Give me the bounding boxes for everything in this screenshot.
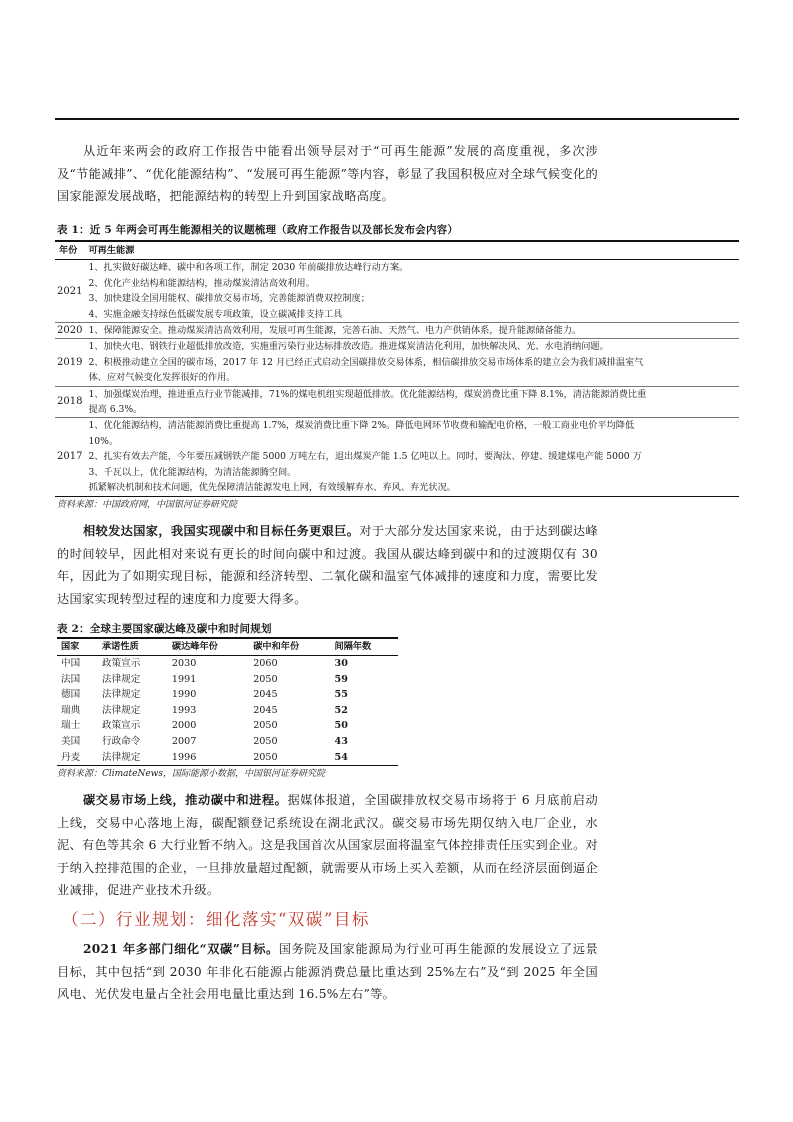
table2-header: 间隔年数 [331,638,398,656]
row-items [84,418,739,496]
table1-header-topic: 可再生能源 [84,241,739,260]
row-year: 2019 [55,339,84,386]
table2-cell: 瑞士 [61,720,81,732]
table2-cell: 2050 [253,673,278,685]
table2-cell: 43 [334,735,348,747]
table2-cell: 行政命令 [101,735,141,747]
row-items [84,386,739,418]
table2-cell: 1990 [171,689,197,701]
table2-cell: 52 [334,704,348,716]
row-line: 1、加强煤炭治理，推进重点行业节能减排，71%的煤电机组实现超低排放。优化能源结构，煤炭消费比重下降 8.1%，清洁能源消费比重 [88,388,647,400]
table2-cell: 50 [334,720,348,732]
table-row [57,656,398,672]
row-items [84,323,739,339]
row-line: 10%。 [88,435,119,447]
table2-cell: 丹麦 [57,750,98,766]
table2-cell: 法律规定 [98,750,168,766]
table1 [55,240,739,497]
table-row [55,339,739,386]
table2-cell: 法律规定 [101,689,141,701]
table2-header: 碳达峰年份 [168,638,249,656]
row-line: 3、千瓦以上，优化能源结构，为清洁能源腾空间。 [88,466,297,478]
table2-cell: 1993 [171,704,197,716]
table2-cell: 2007 [171,735,197,747]
table2-cell: 2000 [171,720,197,732]
table1-caption: 表 1：近 5 年两会可再生能源相关的议题梳理（政府工作报告以及部长发布会内容） [57,224,459,236]
table2-cell: 2030 [171,658,197,669]
table2-cell: 政策宣示 [101,720,141,732]
table2-cell: 法国 [61,673,81,685]
table2-header: 碳中和年份 [249,638,330,656]
table2-cell: 2050 [253,735,278,747]
table2-cell: 2060 [253,658,278,669]
table2-cell: 美国 [61,735,81,747]
table1-header-year: 年份 [55,241,84,260]
table1-source: 资料来源：中国政府网，中国银河证券研究院 [57,500,238,510]
row-line: 4、实施金融支持绿色低碳发展专项政策，设立碳减排支持工具 [88,308,343,320]
table-row [57,734,398,750]
table2-cell: 政策宣示 [101,658,141,669]
section-heading: （二）行业规划：细化落实“双碳”目标 [62,910,370,929]
table2-source: 资料来源：ClimateNews，国际能源小数据，中国银河证券研究院 [57,769,326,779]
table2-caption: 表 2：全球主要国家碳达峰及碳中和时间规划 [57,623,272,635]
table-row [57,672,398,688]
table2-cell: 瑞典 [61,704,81,716]
row-line: 2、积极推动建立全国的碳市场，2017 年 12 月已经正式启动全国碳排放交易体系，相信碳排放交易市场体系的建立会为我们减排温室气 [88,356,644,368]
table2-cell: 法律规定 [101,704,141,716]
paragraph-developed-countries [57,520,598,610]
row-line: 1、优化能源结构，清洁能源消费比重提高 1.7%，煤炭消费比重下降 2%。降低电网环节收费和输配电价格，一般工商业电价平均降低 [88,420,635,432]
table-row [55,260,739,323]
paragraph-body: 对于大部分发达国家来说，由于达到碳达峰的时间较早，因此相对来说有更长的时间向碳中和过渡。我国从碳达峰到碳中和的过渡期仅有 30 年，因此为了如期实现目标，能源和经济转型、二氧化碳和温室气体减排的速度和力度，需要比发达国家实现转型过程的速度和力度要大得多。 [57,524,598,606]
row-line: 体、应对气候变化发挥很好的作用。 [88,372,236,384]
table2-cell: 2050 [253,720,278,732]
table2-header: 承诺性质 [98,638,168,656]
table-row [57,718,398,734]
table2-cell: 59 [334,673,348,685]
table-row [57,687,398,703]
paragraph-body: 国务院及国家能源局为行业可再生能源的发展设立了远景目标，其中包括“到 2030 年非化石能源占能源消费总量比重达到 25%左右”及“到 2025 年全国风电、光伏发电量占全社会用电量比重达到 16.5%左右”等。 [57,942,598,1002]
table2-cell: 30 [334,658,348,669]
header-rule [55,118,739,120]
table2-header: 国家 [57,638,98,656]
row-line: 1、加快火电、钢铁行业超低排放改造，实施重污染行业达标排放改造。推进煤炭清洁化利用，加快解决风、光、水电消纳问题。 [88,341,609,353]
row-line: 1、保障能源安全。推动煤炭清洁高效利用，发展可再生能源，完善石油、天然气、电力产供销体系，提升能源储备能力。 [88,325,582,337]
table-row [57,750,398,766]
intro-paragraph: 从近年来两会的政府工作报告中能看出领导层对于“可再生能源”发展的高度重视，多次涉及“节能减排”、“优化能源结构”、“发展可再生能源”等内容，彰显了我国积极应对全球气候变化的国家能源发展战略，把能源结构的转型上升到国家战略高度。 [57,144,598,204]
paragraph-lead: 2021 年多部门细化“双碳”目标。 [83,942,279,956]
row-items [84,260,739,323]
table2-cell: 德国 [61,689,81,701]
table2-cell: 2050 [249,750,330,766]
paragraph-lead: 碳交易市场上线，推动碳中和进程。 [83,793,288,807]
paragraph-carbon-market [57,789,598,902]
table2-cell: 55 [334,689,348,701]
table2-cell: 中国 [61,658,81,669]
row-year: 2021 [55,260,84,323]
table-row [55,386,739,418]
paragraph-body: 据媒体报道，全国碳排放权交易市场将于 6 月底前启动上线，交易中心落地上海，碳配额登记系统设在湖北武汉。碳交易市场先期仅纳入电厂企业，水泥、有色等其余 6 大行业暂不纳入。这是我国首次从国家层面将温室气体控排责任压实到企业。对于纳入控排范围的企业，一旦排放量超过配额，就需要从市场上买入差额，从而在经济层面倒逼企业减排，促进产业技术升级。 [57,793,598,898]
row-line: 2、优化产业结构和能源结构，推动煤炭清洁高效利用。 [88,277,315,289]
row-items [84,339,739,386]
table-row [55,418,739,496]
row-line: 提高 6.3%。 [88,404,143,416]
paragraph-targets [57,938,598,1006]
row-year: 2018 [55,386,84,418]
row-line: 3、加快建设全国用能权、碳排放交易市场，完善能源消费双控制度； [88,293,370,305]
row-line: 1、扎实做好碳达峰、碳中和各项工作，制定 2030 年前碳排放达峰行动方案。 [88,262,409,274]
table2-cell: 54 [331,750,398,766]
table-row [57,703,398,719]
table2-cell: 1991 [171,673,197,685]
row-line: 抓紧解决机制和技术问题，优先保障清洁能源发电上网，有效缓解弃水、弃风、弃光状况。 [88,482,456,494]
table2-cell: 2045 [253,689,278,701]
table2-cell: 法律规定 [101,673,141,685]
table2-cell: 2045 [253,704,278,716]
table-row [55,323,739,339]
row-year: 2020 [55,323,84,339]
paragraph-lead: 相较发达国家，我国实现碳中和目标任务更艰巨。 [83,524,360,538]
table2-cell: 1996 [168,750,249,766]
table2 [57,637,398,766]
row-year: 2017 [57,451,83,463]
row-line: 2、扎实有效去产能，今年要压减钢铁产能 5000 万吨左右，退出煤炭产能 1.5 亿吨以上。同时，要淘汰、停建、缓建煤电产能 5000 万 [88,451,642,463]
